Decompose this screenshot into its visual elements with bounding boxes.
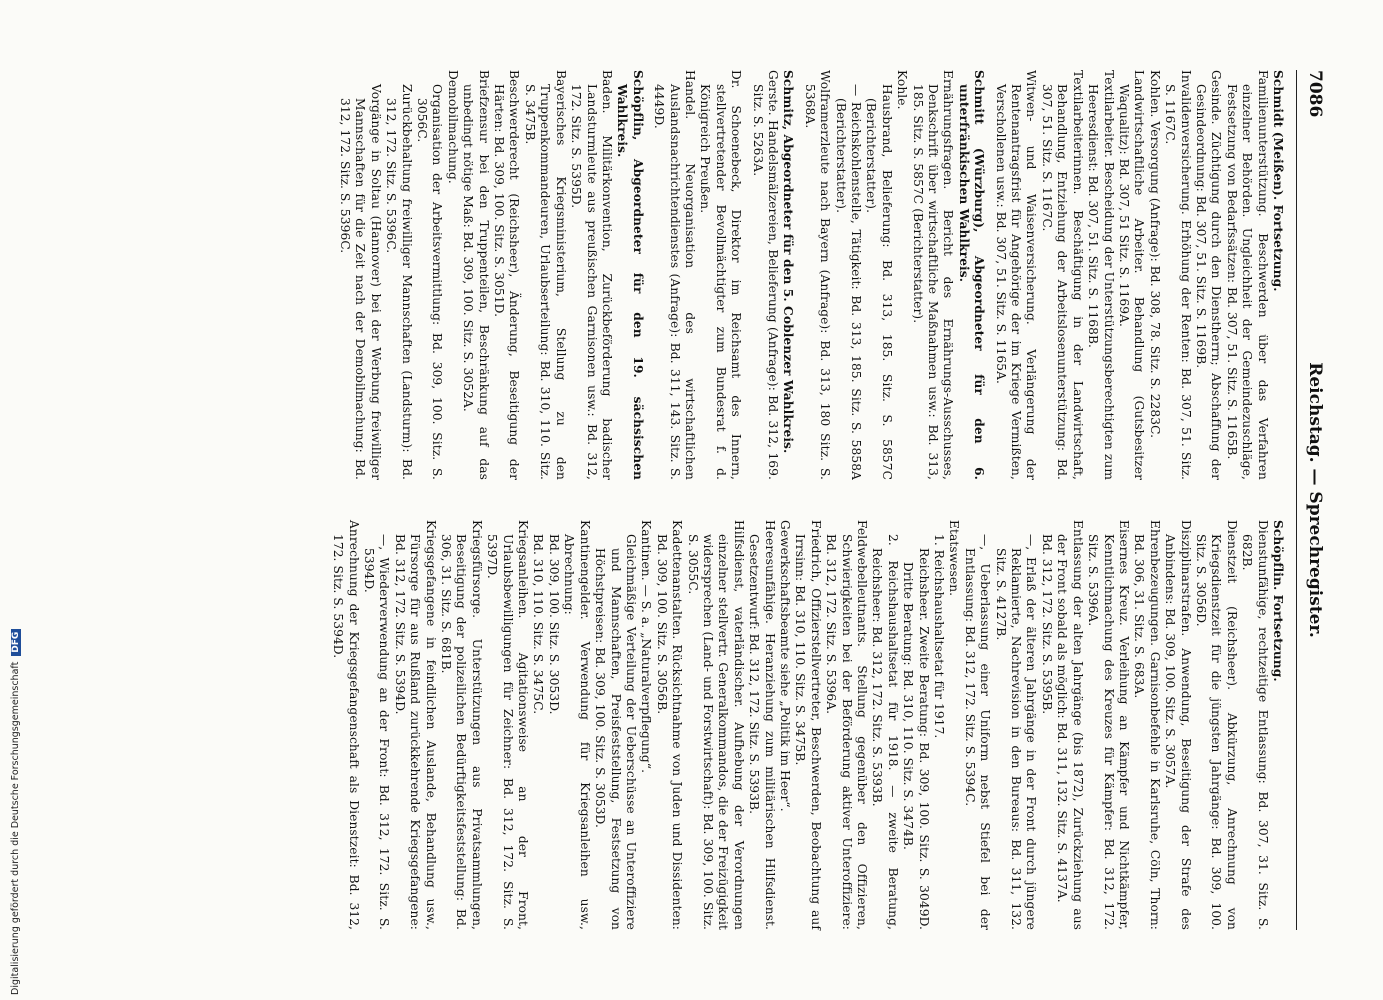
register-entry: Ernährungsfragen. Bericht des Ernährungs-Ausschusses, Denkschrift über wirtschaftliche Maßnahmen usw.: Bd. 313, 185. Sitz. S. 5857C (Berichterstatter).	[910, 70, 956, 480]
register-entry: —, Ueberlassung einer Uniform nebst Stiefel bei der Entlassung: Bd. 312, 172. Sitz. S. 5394C.	[962, 534, 993, 930]
register-entry: Kriegsgefangene in feindlichen Auslande, Behandlung usw., Fürsorge für aus Rußland zurückkehrende Kriegsgefangene: Bd. 312, 172. Sitz. S. 5394D.	[392, 520, 438, 930]
register-entry: Kriegsanleihen. Agitationsweise an der Front, Urlaubsbewilligungen für Zeichner: Bd. 312, 172. Sitz. S. 5397D.	[485, 520, 531, 930]
register-entry: 2. Reichshaushaltsetat für 1918. — zweite Beratung, Reichsheer: Bd. 312, 172. Sitz. S. 5393B.	[870, 534, 900, 930]
register-entry: Kantinengelder. Verwendung für Kriegsanleihen usw., Abrechnung:	[562, 520, 592, 930]
register-entry: Ehrenbezeugungen. Garnisonbefehle in Karlsruhe, Cöln, Thorn: Bd. 306, 31. Sitz. S. 683A.	[1132, 520, 1162, 930]
register-entry: —, Wiederverwendung an der Front: Bd. 312, 172. Sitz. S. 5394D.	[362, 534, 392, 930]
register-entry: Briefzensur bei den Truppenteilen, Beschränkung auf das unbedingt nötige Maß: Bd. 309, 100. Sitz. S. 3052A.	[461, 70, 491, 480]
register-entry: Friedrich, Offizierstellvertreter, Beschwerden, Beobachtung auf Irrsinn: Bd. 310, 110. Sitz. S. 3475B.	[793, 520, 823, 930]
register-entry: 1. Reichshaushaltsetat für 1917.	[932, 534, 947, 739]
register-entry: Bd. 312, 172. Sitz. S. 5395B.	[1039, 534, 1054, 715]
register-entry: Zurückbehaltung freiwilliger Mannschaften (Landsturm): Bd. 312, 172. Sitz. S. 5396C.	[384, 84, 414, 480]
register-entry: Gerste. Handelsmälzereien, Belieferung (Anfrage): Bd. 312, 169. Sitz. S. 5263A.	[750, 70, 780, 480]
register-entry: Demobilmachung.	[445, 70, 460, 184]
register-entry: Eisernes Kreuz. Verleihung an Kämpfer und Nichtkämpfer, Kenntlichmachung des Kreuzes für Kämpfer: Bd. 312, 172. Sitz. S. 5396A.	[1086, 520, 1131, 930]
running-title: Reichstag. — Sprechregister.	[1305, 362, 1325, 638]
register-entry: Schmidt (Meißen). Fortsetzung.	[1271, 70, 1285, 292]
digitization-credit	[10, 629, 21, 995]
register-entry: Disziplinarstrafen. Anwendung, Beseitigung der Strafe des Anbindens: Bd. 309, 100. Sitz. S. 3057A.	[1163, 520, 1193, 930]
register-entry: Familienunterstützung. Beschwerden über das Verfahren einzelner Behörden. Ungleichheit der Gemeindezuschläge, Festsetzung von Bedarfssätzen: Bd. 307, 51. Sitz. S. 1165B.	[1224, 70, 1270, 480]
register-entry: Textilarbeiter. Bescheidung der Unterstützungsberechtigten zum Heeresdienst: Bd. 307, 51. Sitz. S. 1168B.	[1086, 70, 1116, 480]
register-entry: Beschwerderecht (Reichsheer), Änderung, Beseitigung der Härten: Bd. 309, 100. Sitz. S. 3051D.	[492, 70, 522, 480]
register-entry: Wolframerzleute nach Bayern (Anfrage): Bd. 313, 180 Sitz. S. 5368A.	[802, 70, 833, 480]
register-entry: Landwirtschaftliche Arbeiter. Behandlung (Gutsbesitzer Waqualitz): Bd. 307, 51 Sitz. S. 1169A.	[1116, 70, 1147, 480]
register-entry: Dienstzeit (Reichsheer). Abkürzung, Anrechnung von Kriegsdienstzeit für die jüngsten Jahrgänge: Bd. 309, 100. Sitz. S. 3056D.	[1193, 520, 1239, 930]
register-entry: Heeresunfähige. Heranziehung zum militärischen Hilfsdienst. Gesetzentwurf: Bd. 312, 172. Sitz. S. 5393B.	[747, 520, 777, 930]
register-entry: Baden. Militärkonvention, Zurückbeförderung badischer Landsturmleute aus preußischen Garnisonen usw.: Bd. 312, 172. Sitz. S. 5395D.	[569, 70, 614, 480]
register-entry: Anrechnung der Kriegsgefangenschaft als Dienstzeit: Bd. 312, 172. Sitz. S. 5394D.	[331, 520, 361, 930]
register-entry: Witwen- und Waisenversicherung. Verlängerung der Rentenantragsfrist für Angehörige der im Kriege Vermißten, Verschollenen usw.: Bd. 307, 51. Sitz. S. 1165A.	[993, 70, 1039, 480]
right-column	[330, 520, 1285, 930]
register-entry: Etatswesen.	[947, 520, 962, 597]
register-entry: Kadettenanstalten. Rücksichtnahme von Juden und Dissidenten: Bd. 309, 100. Sitz. S. 3056B.	[654, 520, 685, 930]
register-entry: Kohle.	[895, 70, 910, 110]
register-entry: Handel. Neuorganisation des wirtschaftlichen Auslandsnachrichtendienstes (Anfrage): Bd. 311, 143. Sitz. S. 4449D.	[652, 70, 697, 480]
register-entry: Gewerkschaftsbeamte siehe „Politik im Heer“.	[778, 520, 792, 812]
register-entry: Textilarbeiterinnen. Beschäftigung in der Landwirtschaft, Behandlung, Entziehung der Arbeitslosenunterstützung: Bd. 307, 51. Sitz. S. 1167C.	[1039, 70, 1085, 480]
register-entry: —, Erlaß der älteren Jahrgänge in der Front durch jüngere Reklamierte, Nachrevision in den Bureaus: Bd. 311, 132. Sitz. S. 4127B.	[993, 534, 1039, 930]
header-rule	[1296, 70, 1297, 930]
page-number: 7086	[1305, 70, 1325, 118]
register-entry: Vorgänge in Soltau (Hannover) bei der Werbung freiwilliger Mannschaften für die Zeit nach der Demobilmachung: Bd. 312, 172. Sitz. S. 5396C.	[338, 84, 383, 480]
credit-text: Digitalisierung gefördert durch die Deutsche Forschungsgemeinschaft	[10, 661, 21, 995]
register-entry: Reichsheer. Zweite Beratung: Bd. 309, 100. Sitz. S. 3049D. Dritte Beratung: Bd. 310, 110. Sitz. S. 3474B.	[901, 548, 931, 930]
register-entry: Schöpflin. Fortsetzung.	[1271, 520, 1285, 682]
register-entry: Organisation der Arbeitsvermittlung: Bd. 309, 100. Sitz. S. 3056C.	[415, 84, 445, 480]
register-entry: Dr. Schoenebeck, Direktor im Reichsamt des Innern, stellvertretender Bevollmächtigter zum Bundesrat f. d. Königreich Preußen.	[698, 70, 744, 480]
register-entry: Bd. 310, 110. Sitz. S. 3475C.	[531, 534, 546, 715]
register-entry: Entlassung der alten Jahrgänge (bis 1872), Zurückziehung aus der Front sobald als möglich: Bd. 311, 132. Sitz. S. 4137A.	[1055, 520, 1085, 930]
register-entry: Schöpflin, Abgeordneter für den 19. sächsischen Wahlkreis.	[615, 70, 645, 480]
register-entry: Gleichmäßige Verteilung der Ueberschüsse an Unteroffiziere und Mannschaften, Preisfeststellung, Festsetzung von Höchstpreisen: Bd. 309, 100. Sitz. S. 3053D.	[593, 534, 638, 930]
register-entry: Kriegsfürsorge. Unterstützungen aus Privatsammlungen, Beseitigung der polizeilichen Bedürftigkeitsfeststellung: Bd. 306, 31. Sitz. S. 681B.	[439, 520, 484, 930]
register-entry: — Reichskohlenstelle, Tätigkeit: Bd. 313, 185. Sitz. S. 5858A (Berichterstatter).	[833, 84, 864, 480]
page-header	[1301, 70, 1325, 930]
register-entry: Hilfsdienst, vaterländischer. Aufhebung der Verordnungen einzelner stellvertr. Generalkommandos, die der Freizügigkeit widersprechen (Land- und Forstwirtschaft): Bd. 309, 100. Sitz. S. 3055C.	[685, 520, 746, 930]
register-entry: Kohlen. Versorgung (Anfrage): Bd. 308, 78. Sitz. S. 2283C.	[1147, 70, 1162, 439]
register-entry: Schmitt (Würzburg), Abgeordneter für den 6. unterfränkischen Wahlkreis.	[956, 70, 987, 480]
register-entry: Bayerisches Kriegsministerium, Stellung zu den Truppenkommandeuren, Urlaubserteilung: Bd. 310, 110. Sitz. S. 3475B.	[522, 70, 568, 480]
register-entry: Schmitz, Abgeordneter für den 5. Coblenzer Wahlkreis.	[781, 70, 796, 454]
register-entry: Hausbrand, Belieferung: Bd. 313, 185. Sitz. S. 5857C (Berichterstatter).	[864, 84, 894, 480]
register-entry: Bd. 309, 100. Sitz. S. 3053D.	[546, 534, 561, 715]
register-entry: Feldwebelleutnants. Stellung gegenüber den Offizieren, Schwierigkeiten bei der Beförderung aktiver Unteroffiziere: Bd. 312, 172. Sitz. S. 5396A.	[824, 520, 870, 930]
register-entry: Invalidenversicherung. Erhöhung der Renten: Bd. 307, 51. Sitz. S. 1167C.	[1163, 70, 1193, 480]
register-entry: Kantinen. — S. a. „Naturalverpflegung“.	[639, 520, 654, 774]
register-entry: Gesinde. Züchtigung durch den Dienstherrn; Abschaffung der Gesindeordnung: Bd. 307, 51. Sitz. S. 1169B.	[1193, 70, 1224, 480]
register-entry: Dienstunfähige, rechtzeitige Entlassung: Bd. 307, 31. Sitz. S. 682B.	[1240, 520, 1270, 930]
dfg-logo: DFG	[11, 629, 21, 656]
left-column	[337, 70, 1285, 480]
